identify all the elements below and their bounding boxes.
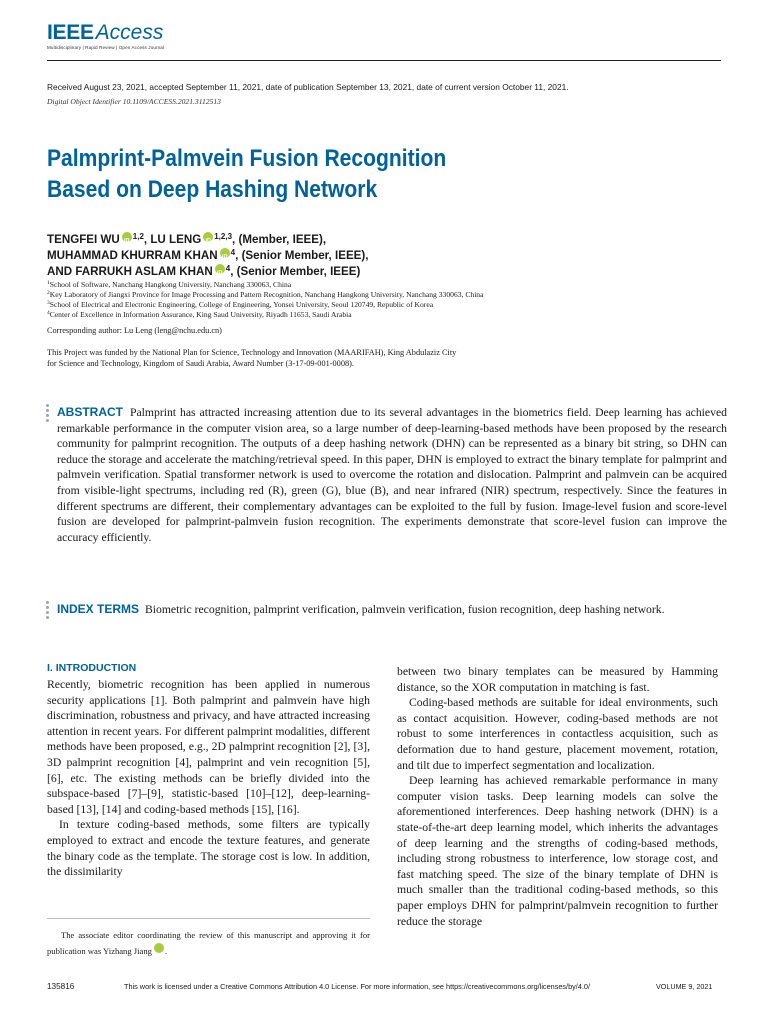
funding-note: This Project was funded by the National Plan for Science, Technology and Innovation (MAARIFAH), King Abdulaziz City for Science and Technology, Kingdom of Saudi Arabia, Award Number (3-17-09-001-0008). (47, 348, 457, 368)
volume-label: VOLUME 9, 2021 (656, 982, 713, 991)
paragraph: Coding-based methods are suitable for ideal environments, such as contact acquisition. However, coding-based methods are not robust to some interferences in contactless acquisition, such as deformation due to hand gesture, placement movement, rotation, and tilt due to imperfect segmentation and localization. (397, 696, 718, 772)
index-terms-text: Biometric recognition, palmprint verification, palmvein verification, fusion recognition, deep hashing network. (144, 603, 665, 616)
author-name: MUHAMMAD KHURRAM KHAN (47, 249, 218, 262)
doi: Digital Object Identifier 10.1109/ACCESS.2021.3112513 (47, 97, 221, 106)
affiliation: $^4$Center of Excellence in Information Assurance, King Saud University, Riyadh 11653, Saudi Arabia (47, 310, 352, 319)
abstract (57, 405, 727, 545)
title-line-2: Based on Deep Hashing Network (47, 176, 378, 203)
affiliation: $^2$Key Laboratory of Jiangxi Province for Image Processing and Pattern Recognition, Nanchang Hangkong University, Nanchang 330063, China (47, 290, 484, 299)
paragraph: Deep learning has achieved remarkable performance in many computer vision tasks. Deep learning models can solve the aforementioned interferences. Deep hashing network (DHN) is a state-of-the-art deep learning model, which inherits the advantages of deep learning and the strengths of coding-based methods, including strong robustness to interference, low storage cost, and fast matching speed. The size of the binary template of DHN is much smaller than the traditional coding-based methods, so this paper employs DHN for palmprint/palmvein recognition to further reduce the storage (397, 774, 718, 928)
affiliations (47, 280, 483, 320)
orcid-icon[interactable] (122, 232, 132, 242)
license-note: This work is licensed under a Creative Commons Attribution 4.0 License. For more information, see https://creativecommons.org/licenses/by/4.0/ (124, 982, 590, 991)
footnote-rule (47, 918, 370, 919)
dots-icon (46, 404, 50, 424)
editor-note: The associate editor coordinating the review of this manuscript and approving it for publication was Yizhang JiangiD . (47, 928, 370, 959)
paper-title (47, 143, 529, 205)
abstract-label: ABSTRACT (57, 405, 123, 419)
author-name: AND FARRUKH ASLAM KHAN (47, 265, 213, 278)
author-name: TENGFEI WU (47, 233, 120, 246)
right-column (397, 664, 718, 929)
orcid-icon[interactable] (203, 232, 213, 242)
paragraph: Recently, biometric recognition has been applied in numerous security applications [1]. Both palmprint and palmvein have high discrimination, robustness and privacy, and have attracted increasing attention in recent years. For different palmprint modalities, different methods have been proposed, e.g., 2D palmprint recognition [2], [3], 3D palmprint recognition [4], palmprint and vein recognition [5], [6], etc. The existing methods can be briefly divided into the subspace-based [7]–[9], statistic-based [10]–[12], deep-learning-based [13], [14] and coding-based methods [15], [16]. (47, 678, 370, 816)
header-rule (47, 60, 721, 61)
ieee-access-logo: IEEEAccess (47, 21, 164, 44)
author-list: TENGFEI WUiD $^{1,2}$, LU LENGiD $^{1,2,3}$, (Member, IEEE), MUHAMMAD KHURRAM KHANiD $^4$, (Senior Member, IEEE), AND FARRUKH ASLAM KHANiD $^4$, (Senior Member, IEEE) (47, 232, 369, 280)
title-line-1: Palmprint-Palmvein Fusion Recognition (47, 145, 447, 172)
orcid-icon[interactable] (215, 264, 225, 274)
paragraph: between two binary templates can be measured by Hamming distance, so the XOR computation in matching is fast. (397, 665, 718, 694)
affiliation: $^1$School of Software, Nanchang Hangkong University, Nanchang 330063, China (47, 280, 292, 289)
page-number: 135816 (47, 982, 75, 991)
journal-tagline: Multidisciplinary | Rapid Review | Open Access Journal (47, 45, 165, 50)
corresponding-author: Corresponding author: Lu Leng (leng@nchu.edu.cn) (47, 326, 222, 335)
orcid-icon[interactable] (220, 248, 230, 258)
orcid-icon[interactable] (154, 943, 164, 953)
received-dates: Received August 23, 2021, accepted September 11, 2021, date of publication September 13, 2021, date of current version October 11, 2021. (47, 82, 569, 92)
section-heading: I. INTRODUCTION (47, 662, 137, 674)
journal-brand (47, 22, 164, 50)
index-terms (57, 602, 727, 618)
dots-icon (46, 601, 50, 621)
abstract-text: Palmprint has attracted increasing attention due to its several advantages in the biometrics field. Deep learning has achieved remarkable performance in the computer vision area, so a large number of deep-learning-based methods have been proposed by the research community for palmprint recognition. The outputs of a deep hashing network (DHN) can be represented as a binary bit string, so DHN can reduce the storage and accelerate the matching/retrieval speed. In this paper, DHN is employed to extract the binary template for palmprint and palmvein verification. Spatial transformer network is used to overcome the rotation and dislocation. Palmprint and palmvein can be acquired from visible-light spectrums, including red (R), green (G), blue (B), and near infrared (NIR) spectrum, respectively. Since the features in different spectrums are different, their complementary advantages can be exploited to the full by fusion. Image-level fusion and score-level fusion are developed for palmprint-palmvein fusion recognition. The experiments demonstrate that score-level fusion can improve the accuracy efficiently. (57, 406, 727, 544)
left-column (47, 662, 370, 880)
paragraph: In texture coding-based methods, some filters are typically employed to extract and encode the texture features, and generate the binary code as the template. The storage cost is low. In addition, the dissimilarity (47, 818, 370, 879)
author-name: , LU LENG (143, 233, 202, 246)
affiliation: $^3$School of Electrical and Electronic Engineering, College of Engineering, Yonsei University, Seoul 120749, Republic of Korea (47, 300, 434, 309)
index-terms-label: INDEX TERMS (57, 602, 140, 616)
